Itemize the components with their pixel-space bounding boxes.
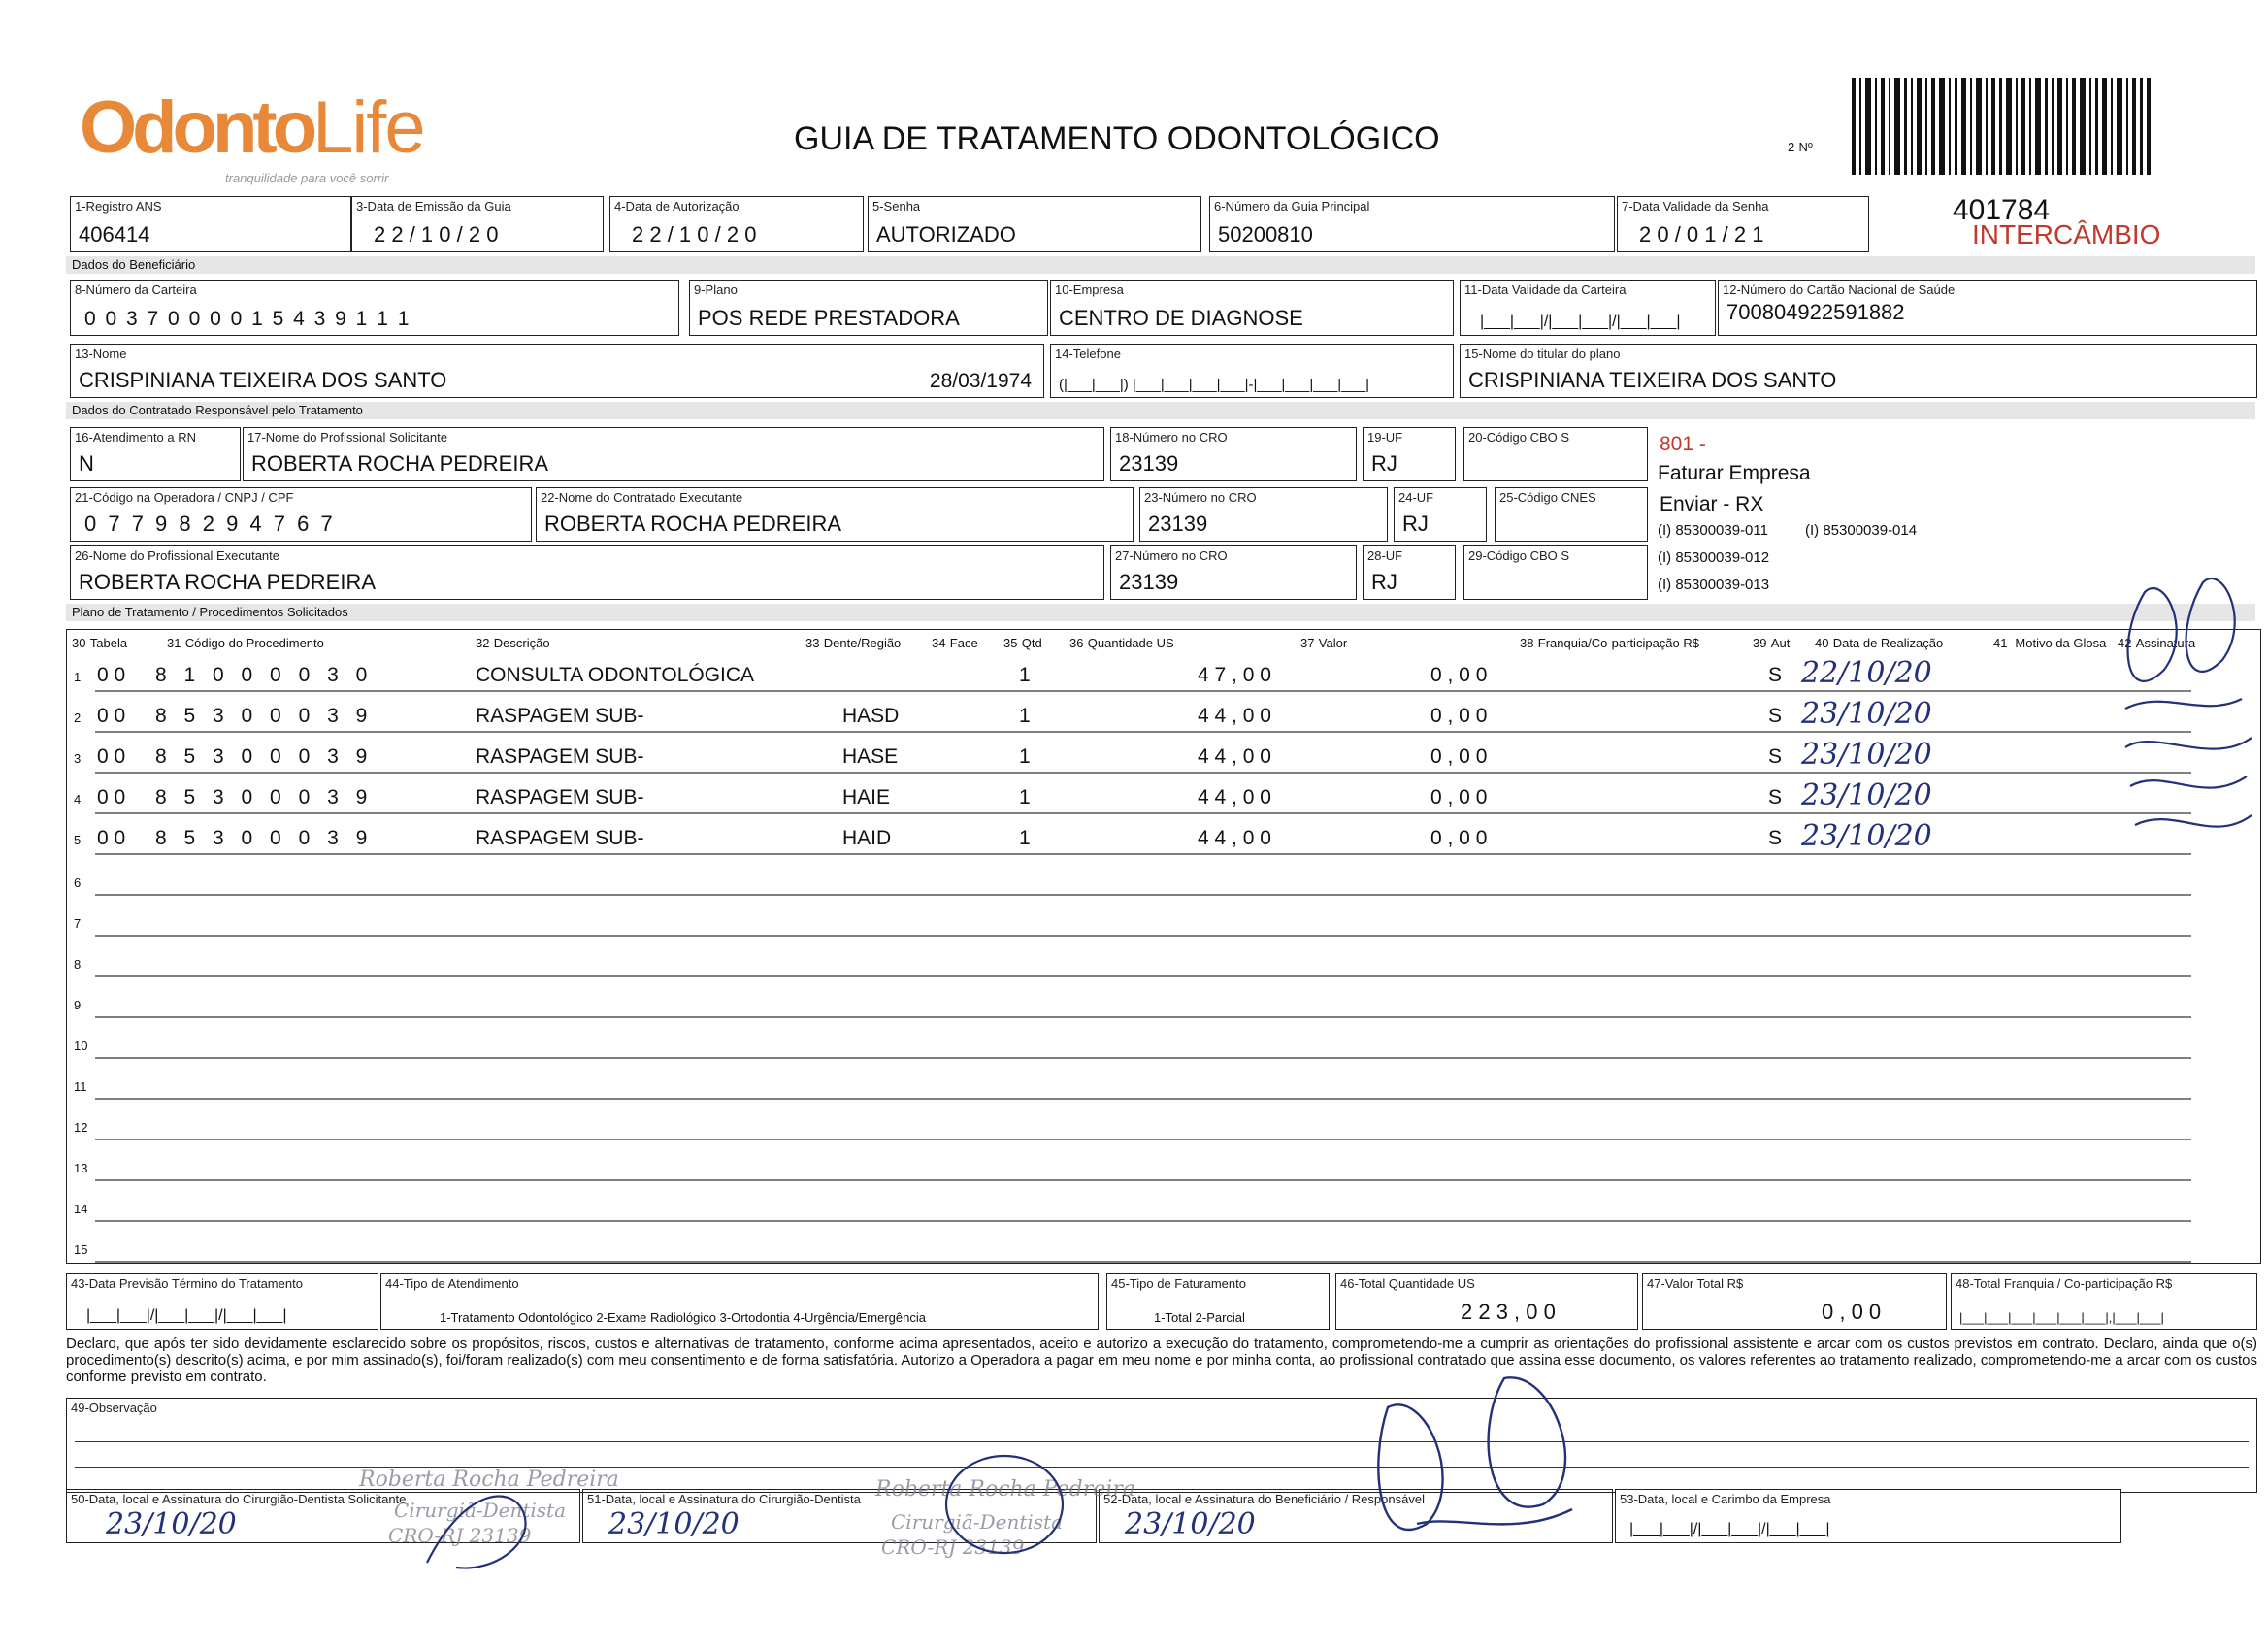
side-code-1: (I) 85300039-011 [1658, 522, 1768, 539]
row-qtd: 1 [1019, 745, 1031, 768]
field-value: RJ [1402, 512, 1429, 536]
field-value: POS REDE PRESTADORA [698, 306, 960, 330]
field-value: 23/10/20 [608, 1507, 740, 1541]
row-number: 3 [74, 751, 82, 766]
field-label: 48-Total Franquia / Co-participação R$ [1956, 1276, 2173, 1291]
signature-scribble-3 [1359, 1369, 1611, 1563]
field-label: 28-UF [1367, 548, 1403, 563]
field-label: 16-Atendimento a RN [75, 430, 197, 445]
row-number: 4 [74, 792, 82, 807]
row-data-realizacao: 22/10/20 [1801, 656, 1932, 690]
field-label: 17-Nome do Profissional Solicitante [247, 430, 447, 445]
side-note-enviar: Enviar - RX [1660, 493, 1764, 515]
row-tabela: 0 0 [97, 745, 126, 768]
field-value: 50200810 [1218, 222, 1313, 247]
field-label: 9-Plano [694, 282, 738, 297]
row-dente: HAID [842, 827, 892, 849]
field-label: 52-Data, local e Assinatura do Beneficiário / Responsável [1103, 1492, 1425, 1506]
row-codigo: 8 5 3 0 0 0 3 9 [155, 745, 374, 768]
field-cro-executante [1110, 545, 1357, 600]
field-label: 26-Nome do Profissional Executante [75, 548, 280, 563]
logo-accent: Life [312, 86, 424, 169]
stamp-cro-2: CRO-RJ 23139 [881, 1535, 1025, 1559]
row-tabela: 0 0 [97, 827, 126, 849]
field-value: RJ [1371, 451, 1397, 476]
field-value: 23139 [1119, 570, 1179, 594]
field-uf-solicitante [1363, 427, 1456, 481]
row-aut: S [1768, 664, 1783, 686]
empty-row-number: 10 [74, 1039, 88, 1053]
field-validade-senha [1617, 196, 1869, 252]
field-value: AUTORIZADO [876, 222, 1016, 247]
field-atendimento-rn [70, 427, 241, 481]
field-uf-executante [1363, 545, 1456, 600]
field-label: 15-Nome do titular do plano [1464, 346, 1621, 361]
signature-scribble-1 [408, 1475, 553, 1582]
field-cbo-solicitante [1463, 427, 1648, 481]
field-value: |___|___|/|___|___|/|___|___| [86, 1307, 287, 1324]
field-value: 23139 [1148, 512, 1208, 536]
logo-tagline: tranquilidade para você sorrir [225, 171, 389, 185]
row-tabela: 0 0 [97, 786, 126, 808]
field-label: 29-Código CBO S [1468, 548, 1570, 563]
side-code: 801 - [1660, 433, 1706, 455]
empty-row-number: 9 [74, 998, 82, 1012]
field-value: 0 0 3 7 0 0 0 0 1 5 4 3 9 1 1 1 [84, 308, 411, 330]
field-label: 19-UF [1367, 430, 1403, 445]
field-label: 50-Data, local e Assinatura do Cirurgião-Dentista Solicitante [71, 1492, 407, 1506]
row-codigo: 8 5 3 0 0 0 3 9 [155, 827, 374, 849]
side-note-faturar: Faturar Empresa [1658, 462, 1811, 484]
field-value: 2 2 / 1 0 / 2 0 [632, 222, 757, 247]
field-plano [689, 280, 1048, 336]
field-label: 6-Número da Guia Principal [1214, 199, 1370, 214]
row-franquia: 0 , 0 0 [1430, 664, 1488, 686]
field-profissional-executante [70, 545, 1104, 600]
field-data-emissao [351, 196, 604, 252]
guide-number: 401784 [1953, 194, 2051, 226]
field-profissional-solicitante [243, 427, 1104, 481]
field-value: 23139 [1119, 451, 1179, 476]
field-label: 18-Número no CRO [1115, 430, 1228, 445]
field-value: 406414 [79, 222, 150, 247]
field-value: |___|___|/|___|___|/|___|___| [1629, 1521, 1830, 1537]
field-label: 49-Observação [71, 1401, 157, 1415]
field-value: 700804922591882 [1726, 300, 1905, 324]
field-label: 43-Data Previsão Término do Tratamento [71, 1276, 303, 1291]
col-header-qtd: 35-Qtd [1003, 636, 1042, 650]
field-label: 3-Data de Emissão da Guia [356, 199, 511, 214]
row-number: 5 [74, 833, 82, 847]
row-codigo: 8 5 3 0 0 0 3 9 [155, 705, 374, 727]
col-header-aut: 39-Aut [1753, 636, 1791, 650]
field-previsao-termino [66, 1273, 378, 1330]
logo-main: Odonto [80, 86, 313, 169]
field-label: 13-Nome [75, 346, 127, 361]
empty-row-number: 15 [74, 1242, 88, 1257]
row-number: 1 [74, 670, 82, 684]
stamp-name-2: Roberta Rocha Pedreira [875, 1477, 1135, 1502]
field-value: CRISPINIANA TEIXEIRA DOS SANTO [1468, 368, 1837, 392]
field-value: 1-Total 2-Parcial [1154, 1310, 1245, 1325]
row-qtd: 1 [1019, 705, 1031, 727]
section-beneficiario: Dados do Beneficiário [66, 256, 2255, 274]
page-title: GUIA DE TRATAMENTO ODONTOLÓGICO [794, 120, 1440, 157]
field-value: 0 , 0 0 [1822, 1300, 1882, 1324]
col-header-face: 34-Face [932, 636, 978, 650]
field-value: 2 2 3 , 0 0 [1461, 1300, 1556, 1324]
field-value: (|___|___|) |___|___|___|___|-|___|___|___|___| [1059, 377, 1370, 393]
stamp-role-2: Cirurgiã-Dentista [891, 1510, 1063, 1534]
field-label: 4-Data de Autorização [614, 199, 740, 214]
row-franquia: 0 , 0 0 [1430, 705, 1488, 727]
empty-row-number: 7 [74, 916, 82, 931]
row-data-realizacao: 23/10/20 [1801, 697, 1932, 731]
field-value: |___|___|___|___|___|___|,|___|___| [1959, 1310, 2164, 1325]
field-label: 12-Número do Cartão Nacional de Saúde [1723, 282, 1956, 297]
guide-tag: INTERCÂMBIO [1972, 219, 2161, 249]
col-header-assinatura: 42-Assinatura [2118, 636, 2196, 650]
field-nome [70, 344, 1044, 398]
row-dente: HAIE [842, 786, 891, 808]
field-label: 22-Nome do Contratado Executante [541, 490, 743, 505]
field-value: 23/10/20 [1125, 1507, 1256, 1541]
row-qtd-us: 4 4 , 0 0 [1198, 705, 1271, 727]
col-header-codigo: 31-Código do Procedimento [167, 636, 324, 650]
signature-scribble-2 [932, 1446, 1077, 1563]
field-titular [1460, 344, 2257, 398]
stamp-name: Roberta Rocha Pedreira [359, 1468, 619, 1492]
field-cro-contratado [1139, 487, 1388, 542]
field-carimbo-empresa [1615, 1489, 2121, 1543]
field-label: 11-Data Validade da Carteira [1464, 282, 1627, 297]
field-value: 2 2 / 1 0 / 2 0 [374, 222, 499, 247]
row-franquia: 0 , 0 0 [1430, 786, 1488, 808]
field-cnes [1495, 487, 1648, 542]
row-tabela: 0 0 [97, 664, 126, 686]
guide-number-label: 2-Nº [1788, 140, 1813, 154]
empty-row-number: 13 [74, 1161, 88, 1175]
field-value: RJ [1371, 570, 1397, 594]
col-header-dente: 33-Dente/Região [805, 636, 902, 650]
field-label: 21-Código na Operadora / CNPJ / CPF [75, 490, 294, 505]
field-data-autorizacao [609, 196, 864, 252]
field-label: 45-Tipo de Faturamento [1111, 1276, 1246, 1291]
field-value: 2 0 / 0 1 / 2 1 [1639, 222, 1764, 247]
field-value: ROBERTA ROCHA PEDREIRA [251, 451, 549, 476]
field-value: |___|___|/|___|___|/|___|___| [1480, 314, 1681, 330]
row-dente: HASE [842, 745, 899, 768]
field-empresa [1050, 280, 1454, 336]
field-label: 25-Código CNES [1499, 490, 1596, 505]
row-qtd: 1 [1019, 786, 1031, 808]
field-codigo-operadora [70, 487, 532, 542]
row-aut: S [1768, 745, 1783, 768]
barcode-icon [1852, 78, 2151, 175]
observation-line [75, 1441, 2249, 1442]
row-codigo: 8 1 0 0 0 0 3 0 [155, 664, 374, 686]
field-value: CRISPINIANA TEIXEIRA DOS SANTO [79, 368, 447, 392]
col-header-descricao: 32-Descrição [476, 636, 550, 650]
empty-row-number: 14 [74, 1202, 88, 1216]
row-aut: S [1768, 705, 1783, 727]
field-telefone [1050, 344, 1454, 398]
field-tipo-atendimento [380, 1273, 1099, 1330]
field-label: 5-Senha [872, 199, 921, 214]
field-tipo-faturamento [1106, 1273, 1330, 1330]
field-cro-solicitante [1110, 427, 1357, 481]
row-descricao: RASPAGEM SUB- [476, 827, 644, 849]
field-label: 46-Total Quantidade US [1340, 1276, 1475, 1291]
field-uf-contratado [1394, 487, 1487, 542]
row-qtd-us: 4 4 , 0 0 [1198, 745, 1271, 768]
row-grid [66, 629, 2261, 1264]
row-dente: HASD [842, 705, 900, 727]
stamp-role: Cirurgiã-Dentista [394, 1499, 566, 1522]
field-total-franquia [1951, 1273, 2257, 1330]
field-label: 14-Telefone [1055, 346, 1121, 361]
row-qtd-us: 4 4 , 0 0 [1198, 786, 1271, 808]
row-aut: S [1768, 827, 1783, 849]
field-label: 10-Empresa [1055, 282, 1124, 297]
row-franquia: 0 , 0 0 [1430, 745, 1488, 768]
side-code-4: (I) 85300039-013 [1658, 577, 1770, 593]
field-total-us [1335, 1273, 1638, 1330]
field-cbo-executante [1463, 545, 1648, 600]
field-numero-carteira [70, 280, 679, 336]
stamp-cro: CRO-RJ 23139 [388, 1524, 532, 1547]
field-label: 1-Registro ANS [75, 199, 162, 214]
field-value: ROBERTA ROCHA PEDREIRA [79, 570, 377, 594]
row-qtd: 1 [1019, 664, 1031, 686]
field-label: 53-Data, local e Carimbo da Empresa [1620, 1492, 1831, 1506]
col-header-valor: 37-Valor [1300, 636, 1348, 650]
row-aut: S [1768, 786, 1783, 808]
field-value: 0 7 7 9 8 2 9 4 7 6 7 [84, 512, 336, 536]
field-cartao-nacional [1718, 280, 2257, 336]
row-data-realizacao: 23/10/20 [1801, 738, 1932, 772]
field-label: 7-Data Validade da Senha [1622, 199, 1769, 214]
field-senha [868, 196, 1201, 252]
field-label: 24-UF [1398, 490, 1434, 505]
field-value: N [79, 451, 94, 476]
signature-scribbles [2106, 553, 2261, 874]
empty-row-number: 8 [74, 957, 82, 972]
side-code-3: (I) 85300039-012 [1658, 549, 1770, 566]
field-value: CENTRO DE DIAGNOSE [1059, 306, 1303, 330]
empty-row-number: 6 [74, 875, 82, 890]
col-header-qtd-us: 36-Quantidade US [1069, 636, 1174, 650]
row-tabela: 0 0 [97, 705, 126, 727]
col-header-franquia: 38-Franquia/Co-participação R$ [1520, 636, 1699, 650]
field-valor-total [1642, 1273, 1947, 1330]
field-label: 47-Valor Total R$ [1647, 1276, 1744, 1291]
col-header-tabela: 30-Tabela [72, 636, 128, 650]
section-plano: Plano de Tratamento / Procedimentos Solicitados [66, 604, 2255, 621]
row-data-realizacao: 23/10/20 [1801, 819, 1932, 853]
side-code-2: (I) 85300039-014 [1805, 522, 1918, 539]
empty-row-number: 12 [74, 1120, 88, 1135]
field-label: 8-Número da Carteira [75, 282, 197, 297]
field-guia-principal [1209, 196, 1615, 252]
field-registro-ans [70, 196, 351, 252]
row-number: 2 [74, 710, 82, 725]
row-descricao: RASPAGEM SUB- [476, 745, 644, 768]
field-value: 1-Tratamento Odontológico 2-Exame Radiológico 3-Ortodontia 4-Urgência/Emergência [440, 1310, 926, 1325]
empty-row-number: 11 [74, 1079, 87, 1094]
section-contratado: Dados do Contratado Responsável pelo Tratamento [66, 402, 2255, 419]
field-label: 20-Código CBO S [1468, 430, 1570, 445]
birth-date: 28/03/1974 [929, 370, 1032, 392]
field-label: 51-Data, local e Assinatura do Cirurgião-Dentista [587, 1492, 861, 1506]
field-label: 44-Tipo de Atendimento [385, 1276, 519, 1291]
brand-logo [80, 85, 424, 170]
row-descricao: CONSULTA ODONTOLÓGICA [476, 664, 755, 686]
row-descricao: RASPAGEM SUB- [476, 705, 644, 727]
row-qtd-us: 4 4 , 0 0 [1198, 827, 1271, 849]
row-franquia: 0 , 0 0 [1430, 827, 1488, 849]
row-data-realizacao: 23/10/20 [1801, 778, 1932, 812]
col-header-motivo-glosa: 41- Motivo da Glosa [1993, 636, 2107, 650]
field-contratado-executante [536, 487, 1134, 542]
field-label: 23-Número no CRO [1144, 490, 1257, 505]
col-header-data-realizacao: 40-Data de Realização [1815, 636, 1944, 650]
row-qtd-us: 4 7 , 0 0 [1198, 664, 1271, 686]
row-descricao: RASPAGEM SUB- [476, 786, 644, 808]
field-label: 27-Número no CRO [1115, 548, 1228, 563]
row-codigo: 8 5 3 0 0 0 3 9 [155, 786, 374, 808]
field-value: 23/10/20 [106, 1507, 237, 1541]
field-validade-carteira [1460, 280, 1716, 336]
declaration-text: Declaro, que após ter sido devidamente esclarecido sobre os propósitos, riscos, custos e alternativas de tratamento, conforme acima apresentados, aceito e autorizo a execução do tratamento, comprometendo-me a cumprir as orientações do profissional assistente e arcar com os custos previstos em contrato. Declaro, ainda que o(s) procedimento(s) descrito(s) acima, e por mim assinado(s), foi/foram realizado(s) com meu consentimento e de forma satisfatória. Autorizo a Operadora a pagar em meu nome e por minha conta, ao profissional contratado que assina esse documento, os valores referentes ao tratamento realizado, comprometendo-me a arcar com os custos conforme previsto em contrato. [66, 1336, 2257, 1385]
row-qtd: 1 [1019, 827, 1031, 849]
field-value: ROBERTA ROCHA PEDREIRA [544, 512, 842, 536]
